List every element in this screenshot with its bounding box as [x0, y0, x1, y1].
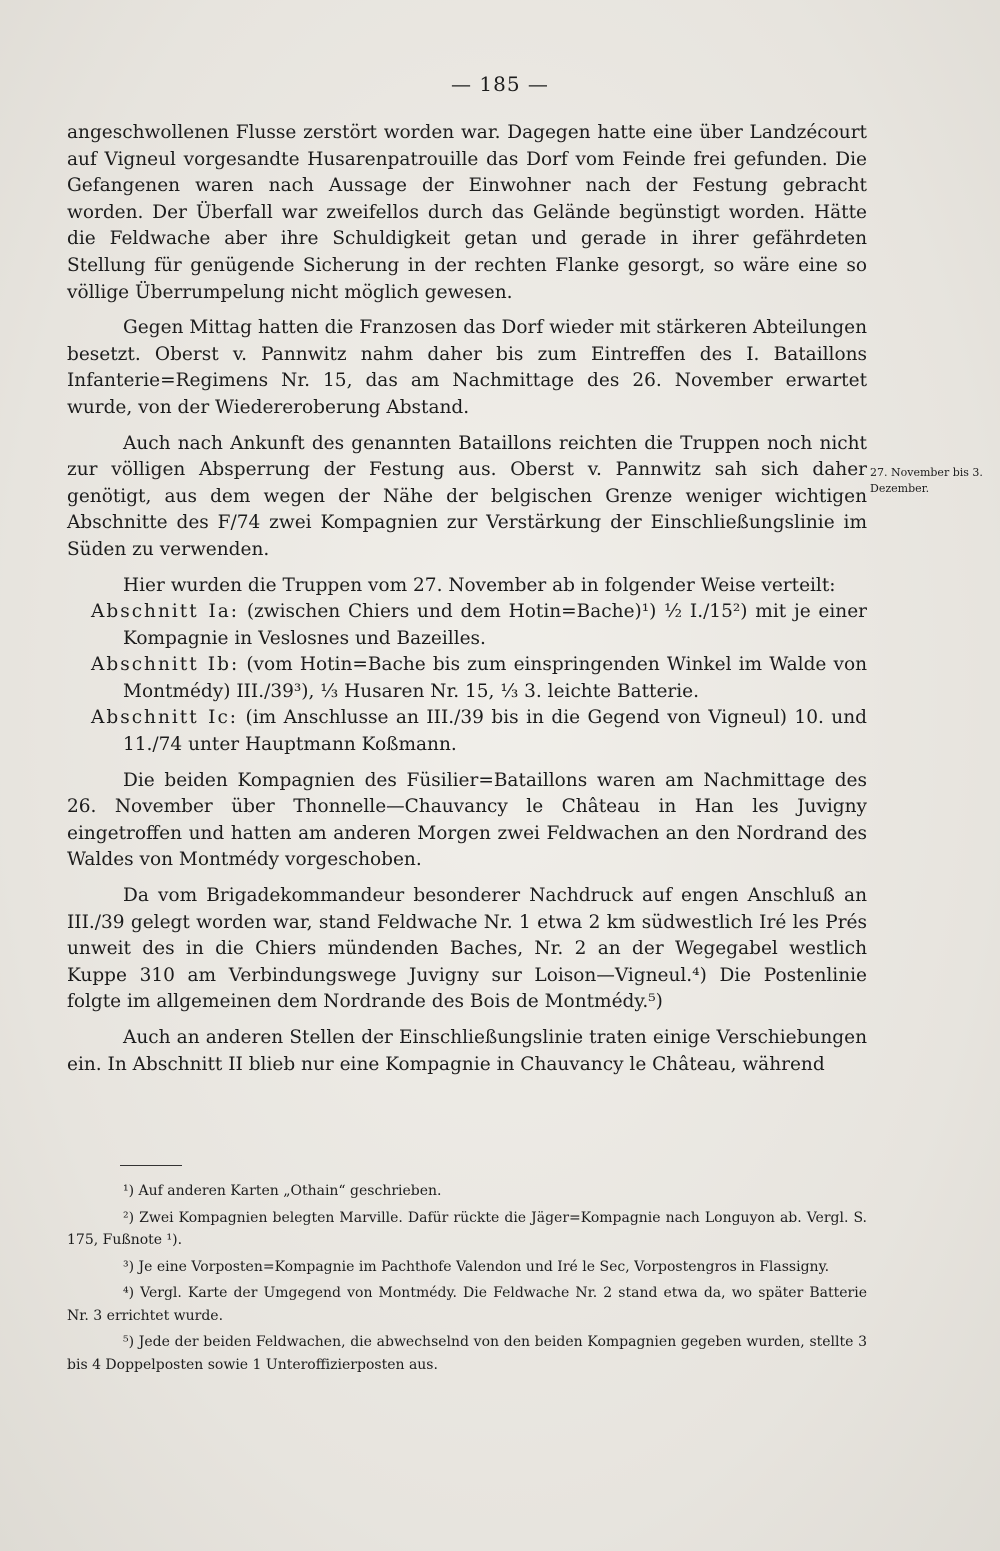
footnote	[67, 1282, 867, 1327]
paragraph: Gegen Mittag hatten die Franzosen das Dorf wieder mit stärkeren Abteilungen besetzt. Oberst v. Pannwitz nahm daher bis zum Eintreffen des I. Bataillons Infanterie=Regimens Nr. 15, das am Nachmittage des 26. November erwartet wurde, von der Wiedereroberung Abstand.	[67, 317, 867, 418]
footnote-text: Jede der beiden Feldwachen, die abwechselnd von den beiden Kompagnien gegeben wurden, stellte 3 bis 4 Doppelposten sowie 1 Unteroffizierposten aus.	[67, 1334, 868, 1373]
footnote-number: ⁴)	[123, 1285, 135, 1301]
section-label: Abschnitt Ia:	[91, 601, 240, 623]
footnote-text: Zwei Kompagnien belegten Marville. Dafür rückte die Jäger=Kompagnie nach Longuyon ab. Vergl. S. 175, Fußnote ¹).	[67, 1209, 867, 1248]
section-label: Abschnitt Ic:	[91, 707, 239, 729]
footnote-number: ²)	[123, 1209, 135, 1226]
margin-note: 27. November bis 3. Dezember.	[870, 466, 983, 495]
footnote	[67, 1207, 867, 1252]
footnote-text: Auf anderen Karten „Othain“ geschrieben.	[138, 1183, 442, 1199]
paragraph: Auch an anderen Stellen der Einschließungslinie traten einige Verschiebungen ein. In Abschnitt II blieb nur eine Kompagnie in Chauvancy le Château, während	[67, 1027, 867, 1075]
section-entry	[67, 652, 867, 705]
paragraph: Auch nach Ankunft des genannten Bataillons reichten die Truppen noch nicht zur völligen Absperrung der Festung aus. Oberst v. Pannwitz sah sich daher genötigt, aus dem wegen der Nähe der belgischen Grenze weniger wichtigen Abschnitte des F/74 zwei Kompagnien zur Verstärkung der Einschließungslinie im Süden zu verwenden.	[67, 432, 867, 560]
footnote-number: ¹)	[123, 1183, 135, 1199]
section-label: Abschnitt Ib:	[91, 654, 240, 676]
footnote-number: ⁵)	[123, 1334, 135, 1350]
footnote-text: Je eine Vorposten=Kompagnie im Pachthofe Valendon und Iré le Sec, Vorpostengros in Flassigny.	[138, 1258, 830, 1275]
footnotes	[67, 1180, 867, 1376]
footnote-number: ³)	[123, 1258, 135, 1275]
paragraph: Die beiden Kompagnien des Füsilier=Bataillons waren am Nachmittage des 26. November über Thonnelle—Chauvancy le Château in Han les Juvigny eingetroffen und hatten am anderen Morgen zwei Feldwachen an den Nordrand des Waldes von Montmédy vorgeschoben.	[67, 769, 867, 871]
section-text: (im Anschlusse an III./39 bis in die Gegend von Vigneul) 10. und 11./74 unter Hauptmann Koßmann.	[123, 707, 867, 756]
body-text	[67, 120, 867, 1078]
paragraph: angeschwollenen Flusse zerstört worden war. Dagegen hatte eine über Landzécourt auf Vigneul vorgesandte Husarenpatrouille das Dorf vom Feinde frei gefunden. Die Gefangenen waren nach Aussage der Einwohner nach der Festung gebracht worden. Der Überfall war zweifellos durch das Gelände begünstigt worden. Hätte die Feldwache aber ihre Schuldigkeit getan und gerade in ihrer gefährdeten Stellung für genügende Sicherung in der rechten Flanke gesorgt, so wäre eine so völlige Überrumpelung nicht möglich gewesen.	[67, 122, 867, 303]
footnote	[67, 1256, 867, 1279]
section-entry	[67, 705, 867, 758]
footnote	[67, 1331, 867, 1376]
section-entry	[67, 599, 867, 652]
footnote	[67, 1180, 867, 1203]
paragraph: Hier wurden die Truppen vom 27. November ab in folgender Weise verteilt:	[123, 574, 836, 596]
section-text: (zwischen Chiers und dem Hotin=Bache)¹) ½ I./15²) mit je einer Kompagnie in Veslosnes und Bazeilles.	[123, 601, 868, 649]
page-number: — 185 —	[451, 72, 549, 96]
footnote-divider	[120, 1165, 182, 1166]
section-text: (vom Hotin=Bache bis zum einspringenden Winkel im Walde von Montmédy) III./39³), ⅓ Husaren Nr. 15, ⅓ 3. leichte Batterie.	[123, 654, 868, 702]
footnote-text: Vergl. Karte der Umgegend von Montmédy. Die Feldwache Nr. 2 stand etwa da, wo später Batterie Nr. 3 errichtet wurde.	[67, 1285, 867, 1324]
paragraph: Da vom Brigadekommandeur besonderer Nachdruck auf engen Anschluß an III./39 gelegt worden war, stand Feldwache Nr. 1 etwa 2 km südwestlich Iré les Prés unweit des in die Chiers mündenden Baches, Nr. 2 an der Wegegabel westlich Kuppe 310 am Verbindungswege Juvigny sur Loison—Vigneul.⁴) Die Postenlinie folgte im allgemeinen dem Nordrande des Bois de Montmédy.⁵)	[67, 885, 867, 1013]
